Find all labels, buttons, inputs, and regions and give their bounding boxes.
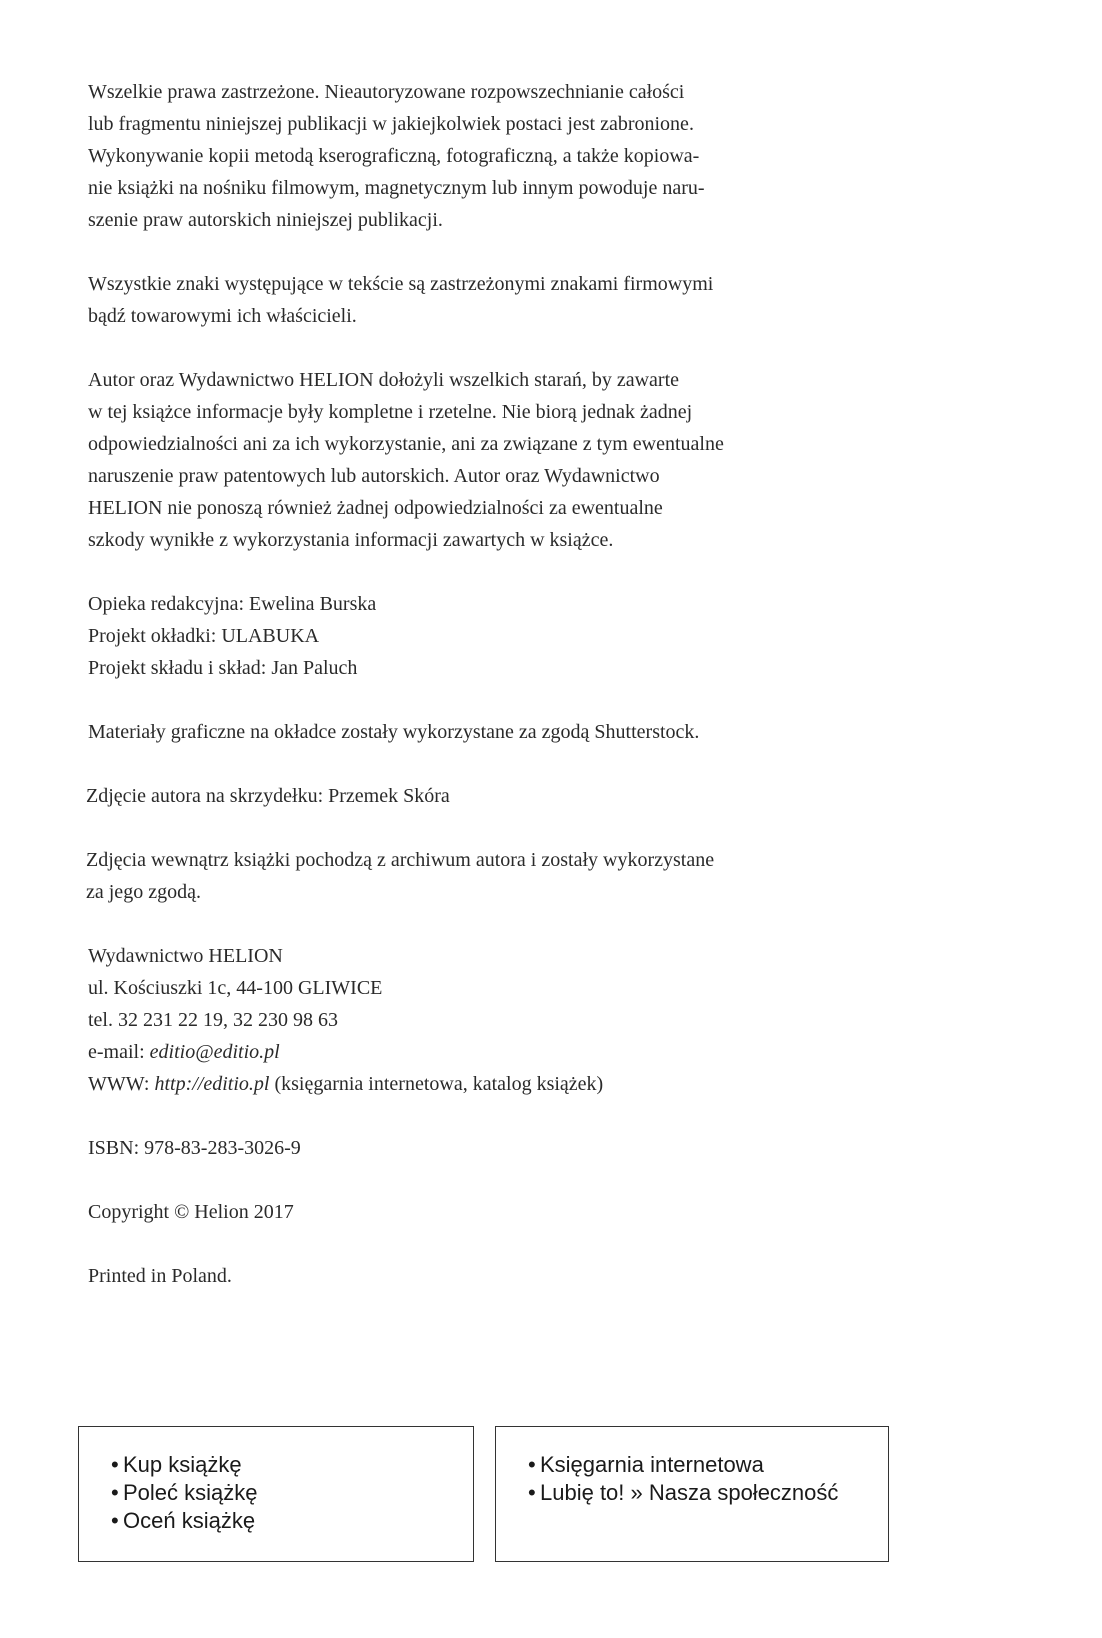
- disclaimer-line: odpowiedzialności ani za ich wykorzystanie, ani za związane z tym ewentualne: [88, 433, 724, 455]
- inner-photos-line: Zdjęcia wewnątrz książki pochodzą z archiwum autora i zostały wykorzystane: [86, 849, 715, 871]
- inner-photos-line: za jego zgodą.: [86, 881, 201, 903]
- credits: [88, 588, 848, 684]
- rights-notice: [88, 76, 848, 236]
- link-label: Kup książkę: [123, 1452, 242, 1477]
- bullet-icon: •: [528, 1480, 536, 1505]
- rights-line: nie książki na nośniku filmowym, magnetycznym lub innym powoduje naru-: [88, 177, 705, 199]
- disclaimer-line: Autor oraz Wydawnictwo HELION dołożyli wszelkich starań, by zawarte: [88, 369, 680, 391]
- cover-materials-line: Materiały graficzne na okładce zostały wykorzystane za zgodą Shutterstock.: [88, 721, 700, 743]
- publisher-address: ul. Kościuszki 1c, 44-100 GLIWICE: [88, 977, 383, 999]
- bullet-icon: •: [528, 1452, 536, 1477]
- buy-book-link[interactable]: [111, 1451, 258, 1479]
- author-photo-credit: [86, 780, 846, 812]
- bullet-icon: •: [111, 1508, 119, 1533]
- disclaimer-line: naruszenie praw patentowych lub autorskich. Autor oraz Wydawnictwo: [88, 465, 660, 487]
- www-link[interactable]: http://editio.pl: [154, 1073, 270, 1095]
- cover-materials-note: [88, 716, 848, 748]
- author-photo-line: Zdjęcie autora na skrzydełku: Przemek Skóra: [86, 785, 450, 807]
- publisher-www-line: [88, 1068, 848, 1100]
- editor-credit: Opieka redakcyjna: Ewelina Burska: [88, 593, 377, 615]
- isbn-line: ISBN: 978-83-283-3026-9: [88, 1137, 301, 1159]
- trademark-line: bądź towarowymi ich właścicieli.: [88, 305, 357, 327]
- disclaimer-line: HELION nie ponoszą również żadnej odpowiedzialności za ewentualne: [88, 497, 663, 519]
- publisher-email-line: [88, 1036, 848, 1068]
- disclaimer: [88, 364, 848, 556]
- cover-design-credit: Projekt okładki: ULABUKA: [88, 625, 320, 647]
- inner-photos-note: [86, 844, 846, 908]
- bookstore-links-box: [495, 1426, 889, 1562]
- rights-line: Wykonywanie kopii metodą kserograficzną, fotograficzną, a także kopiowa-: [88, 145, 700, 167]
- bullet-icon: •: [111, 1452, 119, 1477]
- community-link[interactable]: [528, 1479, 838, 1507]
- rights-line: lub fragmentu niniejszej publikacji w jakiejkolwiek postaci jest zabronione.: [88, 113, 694, 135]
- email-label: e-mail:: [88, 1041, 150, 1063]
- online-bookstore-link[interactable]: [528, 1451, 838, 1479]
- link-label: Księgarnia internetowa: [540, 1452, 764, 1477]
- www-label: WWW:: [88, 1073, 155, 1095]
- disclaimer-line: szkody wynikłe z wykorzystania informacji zawartych w książce.: [88, 529, 614, 551]
- publisher-info: [88, 940, 848, 1100]
- copyright-line: Copyright © Helion 2017: [88, 1201, 294, 1223]
- link-label: Oceń książkę: [123, 1508, 256, 1533]
- bookstore-links-list: [528, 1451, 838, 1507]
- www-note: (księgarnia internetowa, katalog książek): [269, 1073, 604, 1095]
- printed-line: Printed in Poland.: [88, 1265, 232, 1287]
- isbn: [88, 1132, 848, 1164]
- typesetting-credit: Projekt składu i skład: Jan Paluch: [88, 657, 358, 679]
- rate-book-link[interactable]: [111, 1507, 258, 1535]
- book-actions-box: [78, 1426, 474, 1562]
- link-label: Poleć książkę: [123, 1480, 258, 1505]
- link-label: Lubię to! » Nasza społeczność: [540, 1480, 839, 1505]
- book-actions-list: [111, 1451, 258, 1535]
- trademark-line: Wszystkie znaki występujące w tekście są zastrzeżonymi znakami firmowymi: [88, 273, 714, 295]
- email-link[interactable]: editio@editio.pl: [149, 1041, 280, 1063]
- disclaimer-line: w tej książce informacje były kompletne i rzetelne. Nie biorą jednak żadnej: [88, 401, 693, 423]
- trademark-notice: [88, 268, 848, 332]
- bullet-icon: •: [111, 1480, 119, 1505]
- publisher-phone: tel. 32 231 22 19, 32 230 98 63: [88, 1009, 338, 1031]
- publisher-name: Wydawnictwo HELION: [88, 945, 283, 967]
- rights-line: szenie praw autorskich niniejszej publikacji.: [88, 209, 443, 231]
- recommend-book-link[interactable]: [111, 1479, 258, 1507]
- rights-line: Wszelkie prawa zastrzeżone. Nieautoryzowane rozpowszechnianie całości: [88, 81, 685, 103]
- printed-notice: [88, 1260, 848, 1292]
- copyright-notice: [88, 1196, 848, 1228]
